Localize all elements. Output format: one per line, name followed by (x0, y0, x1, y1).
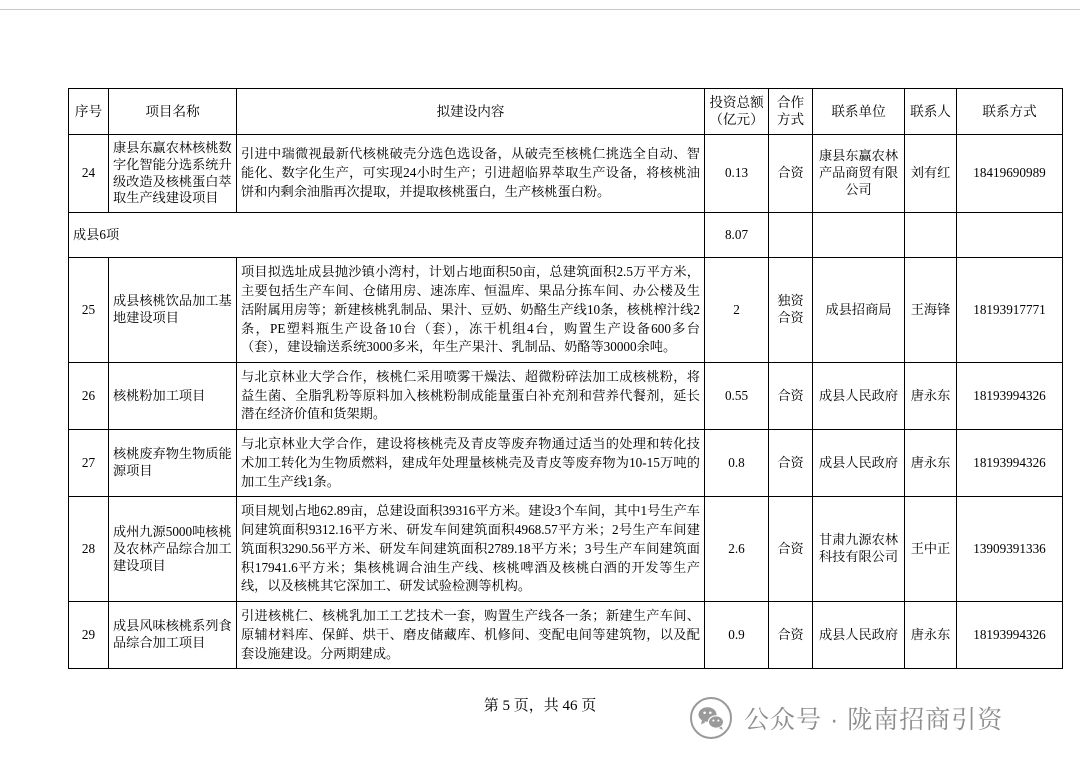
row-construction-content: 引进中瑞微视最新代核桃破壳分选色选设备，从破壳至核桃仁挑选全自动、智能化、数字化生产，可实现24小时生产；引进超临界萃取生产设备，将核桃油饼和内剩余油脂再次提取，并提取核桃蛋白，生产核桃蛋白粉。 (237, 134, 705, 213)
row-project-name: 核桃废弃物生物质能源项目 (109, 430, 237, 497)
section-label: 成县6项 (69, 213, 705, 258)
row-project-name: 成县核桃饮品加工基地建设项目 (109, 258, 237, 363)
row-contact-unit: 成县人民政府 (813, 430, 905, 497)
row-serial-number: 29 (69, 602, 109, 669)
row-contact-unit: 成县招商局 (813, 258, 905, 363)
row-contact-unit: 成县人民政府 (813, 602, 905, 669)
page-top-rule (0, 9, 1080, 10)
section-blank-phone (957, 213, 1063, 258)
watermark-text: 公众号 · 陇南招商引资 (744, 706, 1004, 734)
row-construction-content: 与北京林业大学合作，核桃仁采用喷雾干燥法、超微粉碎法加工成核桃粉，将益生菌、全脂乳粉等原料加入核桃粉制成能量蛋白补充剂和营养代餐剂，延长潜在经济价值和货架期。 (237, 363, 705, 430)
table-row (69, 258, 1063, 363)
header-serial-number: 序号 (69, 89, 109, 135)
row-serial-number: 25 (69, 258, 109, 363)
row-contact-unit: 成县人民政府 (813, 363, 905, 430)
header-project-name: 项目名称 (109, 89, 237, 135)
row-contact-phone: 18193917771 (957, 258, 1063, 363)
row-contact-phone: 13909391336 (957, 497, 1063, 602)
table-row (69, 363, 1063, 430)
row-project-name: 成县风味核桃系列食品综合加工项目 (109, 602, 237, 669)
header-cooperation-mode (769, 89, 813, 135)
table-row (69, 497, 1063, 602)
row-cooperation-mode: 合资 (769, 134, 813, 213)
row-contact-unit: 康县东赢农林产品商贸有限公司 (813, 134, 905, 213)
row-cooperation-mode: 合资 (769, 497, 813, 602)
row-project-name: 康县东赢农林核桃数字化智能分选系统升级改造及核桃蛋白萃取生产线建设项目 (109, 134, 237, 213)
header-cooperation-mode-line2: 方式 (776, 112, 805, 128)
row-contact-person: 刘有红 (905, 134, 957, 213)
watermark (690, 690, 1060, 746)
header-construction-content: 拟建设内容 (237, 89, 705, 135)
section-subtotal-row (69, 213, 1063, 258)
row-investment-amount: 0.9 (705, 602, 769, 669)
row-cooperation-mode-line2: 合资 (777, 310, 804, 326)
row-contact-phone: 18193994326 (957, 363, 1063, 430)
project-table (68, 88, 1063, 669)
row-cooperation-mode: 合资 (769, 363, 813, 430)
row-serial-number: 24 (69, 134, 109, 213)
section-blank-person (905, 213, 957, 258)
row-contact-unit: 甘肃九源农林科技有限公司 (813, 497, 905, 602)
row-investment-amount: 2.6 (705, 497, 769, 602)
row-contact-phone: 18193994326 (957, 430, 1063, 497)
row-serial-number: 28 (69, 497, 109, 602)
section-blank-mode (769, 213, 813, 258)
row-contact-person: 王海锋 (905, 258, 957, 363)
header-investment-amount (705, 89, 769, 135)
section-blank-unit (813, 213, 905, 258)
header-contact-unit: 联系单位 (813, 89, 905, 135)
row-construction-content: 引进核桃仁、核桃乳加工工艺技术一套，购置生产线各一条；新建生产车间、原辅材料库、保鲜、烘干、磨皮储藏库、机修间、变配电间等建筑物，以及配套设施建设。分两期建成。 (237, 602, 705, 669)
row-cooperation-mode: 合资 (769, 430, 813, 497)
table-row (69, 602, 1063, 669)
row-serial-number: 27 (69, 430, 109, 497)
row-construction-content: 项目拟选址成县抛沙镇小湾村，计划占地面积50亩，总建筑面积2.5万平方米，主要包括生产车间、仓储用房、速冻库、恒温库、果品分拣车间、办公楼及生活附属用房等；新建核桃乳制品、果汁、豆奶、奶酪生产线10条，核桃榨汁线2条，PE塑料瓶生产设备10台（套），冻干机组4台，购置生产设备600多台（套），建设输送系统3000多米，年生产果汁、乳制品、奶酪等30000余吨。 (237, 258, 705, 363)
header-investment-amount-line1: 投资总额 (709, 95, 764, 110)
row-investment-amount: 0.13 (705, 134, 769, 213)
row-contact-phone: 18193994326 (957, 602, 1063, 669)
row-project-name: 成州九源5000吨核桃及农林产品综合加工建设项目 (109, 497, 237, 602)
header-cooperation-mode-line1: 合作 (776, 95, 805, 110)
row-contact-person: 唐永东 (905, 430, 957, 497)
header-contact-phone: 联系方式 (957, 89, 1063, 135)
page-footer: 第 5 页，共 46 页 (483, 698, 597, 714)
header-contact-person: 联系人 (905, 89, 957, 135)
row-investment-amount: 0.8 (705, 430, 769, 497)
table-header-row (69, 89, 1063, 135)
row-construction-content: 与北京林业大学合作，建设将核桃壳及青皮等废弃物通过适当的处理和转化技术加工转化为生物质燃料，建成年处理量核桃壳及青皮等废弃物为10-15万吨的加工生产线1条。 (237, 430, 705, 497)
row-contact-person: 唐永东 (905, 602, 957, 669)
header-investment-amount-line2: （亿元） (709, 112, 764, 128)
row-contact-person: 王中正 (905, 497, 957, 602)
row-investment-amount: 2 (705, 258, 769, 363)
section-amount: 8.07 (705, 213, 769, 258)
row-cooperation-mode-line1: 独资 (777, 293, 804, 309)
row-cooperation-mode: 合资 (769, 602, 813, 669)
row-contact-person: 唐永东 (905, 363, 957, 430)
project-table-container (68, 88, 1046, 669)
table-row (69, 430, 1063, 497)
table-row (69, 134, 1063, 213)
row-construction-content: 项目规划占地62.89亩，总建设面积39316平方米。建设3个车间，其中1号生产车间建筑面积9312.16平方米、研发车间建筑面积4968.57平方米；2号生产车间建筑面积3290.56平方米、研发车间建筑面积2789.18平方米；3号生产车间建筑面积17941.6平方米；集核桃调合油生产线、核桃啤酒及核桃白酒的开发等生产线，以及核桃其它深加工、研发试验检测等机构。 (237, 497, 705, 602)
row-project-name: 核桃粉加工项目 (109, 363, 237, 430)
row-contact-phone: 18419690989 (957, 134, 1063, 213)
wechat-icon (690, 697, 732, 739)
row-investment-amount: 0.55 (705, 363, 769, 430)
row-serial-number: 26 (69, 363, 109, 430)
row-cooperation-mode (769, 258, 813, 363)
